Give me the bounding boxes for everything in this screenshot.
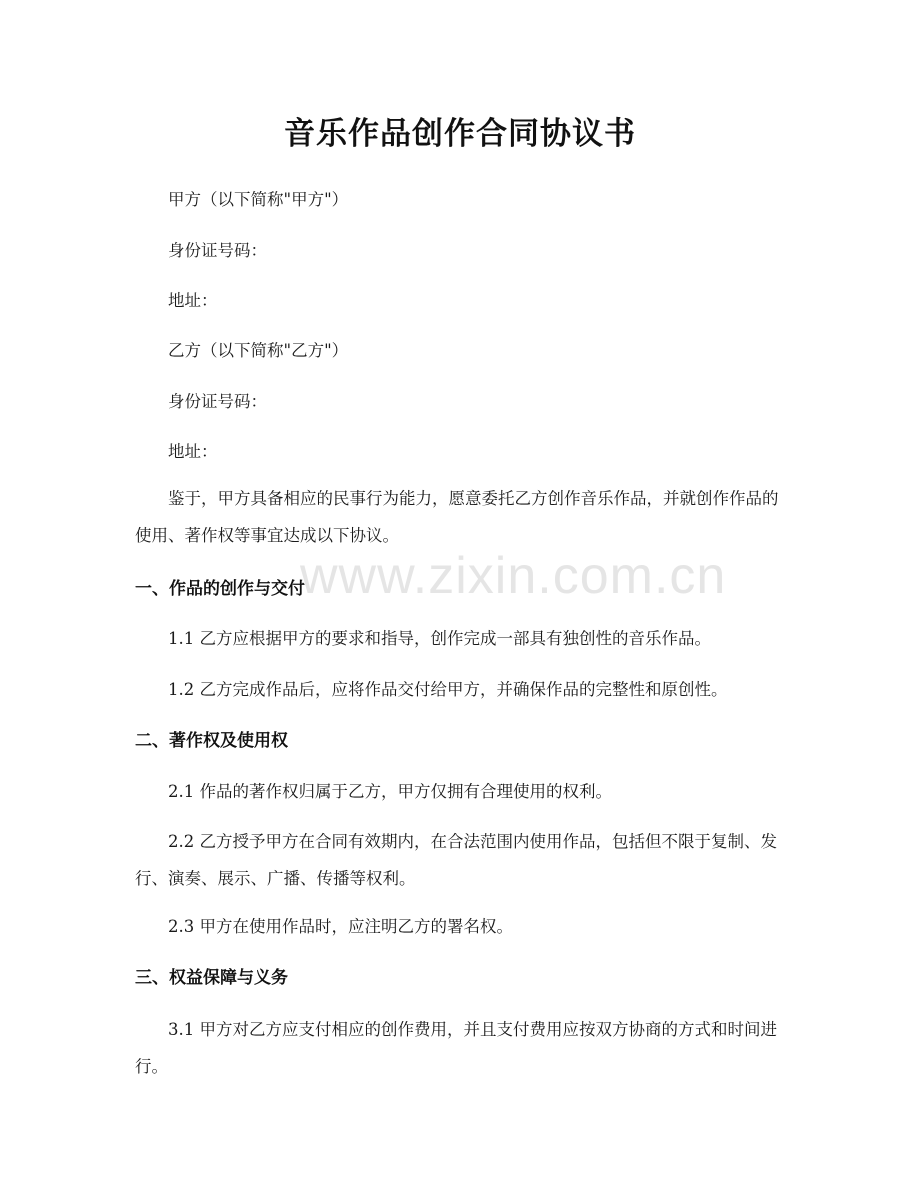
section-heading-2: 二、著作权及使用权 <box>135 731 288 751</box>
clause-3-1: 3.1 甲方对乙方应支付相应的创作费用，并且支付费用应按双方协商的方式和时间进行。 <box>135 1020 777 1076</box>
document-title: 音乐作品创作合同协议书 <box>284 116 636 152</box>
party-a-address: 地址： <box>168 291 218 310</box>
preamble-paragraph: 鉴于，甲方具备相应的民事行为能力，愿意委托乙方创作音乐作品，并就创作作品的使用、著作权等事宜达成以下协议。 <box>135 489 779 545</box>
clause-1-1: 1.1 乙方应根据甲方的要求和指导，创作完成一部具有独创性的音乐作品。 <box>168 629 711 648</box>
clause-1-2: 1.2 乙方完成作品后，应将作品交付给甲方，并确保作品的完整性和原创性。 <box>168 680 728 699</box>
party-a-name: 甲方（以下简称"甲方"） <box>168 190 349 209</box>
watermark: www.zixin.com.cn <box>300 547 727 605</box>
clause-2-3: 2.3 甲方在使用作品时，应注明乙方的署名权。 <box>168 917 513 936</box>
section-heading-3: 三、权益保障与义务 <box>135 968 288 988</box>
clause-2-2: 2.2 乙方授予甲方在合同有效期内，在合法范围内使用作品，包括但不限于复制、发行、演奏、展示、广播、传播等权利。 <box>135 832 777 888</box>
party-b-name: 乙方（以下简称"乙方"） <box>168 341 349 360</box>
party-a-id: 身份证号码： <box>168 241 267 260</box>
section-heading-1: 一、作品的创作与交付 <box>135 579 305 599</box>
clause-2-1: 2.1 作品的著作权归属于乙方，甲方仅拥有合理使用的权利。 <box>168 782 612 801</box>
party-b-address: 地址： <box>168 442 218 461</box>
party-b-id: 身份证号码： <box>168 392 267 411</box>
